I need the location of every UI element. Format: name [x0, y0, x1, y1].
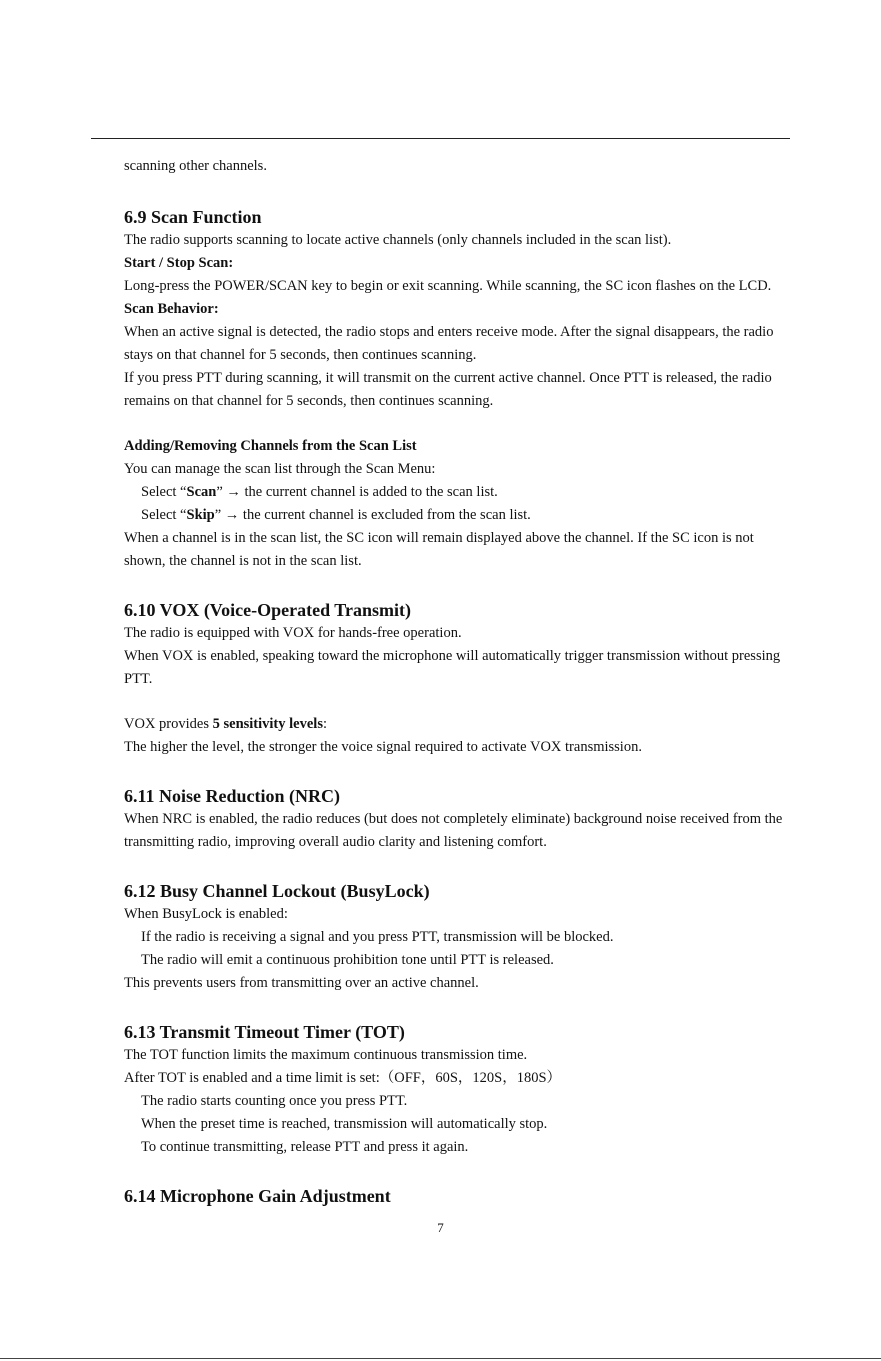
page-content — [124, 155, 788, 1208]
tot-p2: After TOT is enabled and a time limit is set:（OFF，60S，120S，180S） — [124, 1070, 562, 1086]
busylock-p2: This prevents users from transmitting over an active channel. — [124, 975, 479, 991]
vox-p1: The radio is equipped with VOX for hands-free operation. — [124, 625, 462, 641]
heading-6-11: 6.11 Noise Reduction (NRC) — [124, 786, 340, 806]
busylock-b2: The radio will emit a continuous prohibition tone until PTT is released. — [141, 952, 554, 968]
intro-text: scanning other channels. — [124, 158, 267, 174]
heading-6-9: 6.9 Scan Function — [124, 207, 262, 227]
adding-removing-title: Adding/Removing Channels from the Scan List — [124, 438, 417, 454]
scan-behavior-2: If you press PTT during scanning, it will transmit on the current active channel. Once PTT is released, the radio remains on that channel for 5 seconds, then continues scanning. — [124, 370, 772, 409]
tot-p1: The TOT function limits the maximum continuous transmission time. — [124, 1047, 528, 1063]
busylock-p1: When BusyLock is enabled: — [124, 906, 288, 922]
select-skip-rest: ” → the current channel is excluded from the scan list. — [214, 507, 531, 523]
tot-b3: To continue transmitting, release PTT and press it again. — [141, 1139, 469, 1155]
heading-6-10: 6.10 VOX (Voice-Operated Transmit) — [124, 600, 411, 620]
bottom-rule — [0, 1358, 881, 1359]
select-skip-item — [124, 504, 788, 527]
scan-intro: The radio supports scanning to locate active channels (only channels included in the scan list). — [124, 232, 672, 248]
select-prefix: Select “ — [141, 484, 187, 500]
vox-p3 — [124, 713, 788, 736]
page-number: 7 — [437, 1220, 444, 1235]
adding-note: When a channel is in the scan list, the SC icon will remain displayed above the channel. If the SC icon is not shown, the channel is not in the scan list. — [124, 530, 754, 569]
vox-p3-suffix: : — [322, 716, 327, 732]
vox-levels: 5 sensitivity levels — [212, 716, 323, 732]
nrc-p1: When NRC is enabled, the radio reduces (but does not completely eliminate) background noise received from the transmitting radio, improving overall audio clarity and listening comfort. — [124, 811, 783, 850]
vox-p2: When VOX is enabled, speaking toward the microphone will automatically trigger transmission without pressing PTT. — [124, 648, 781, 687]
scan-behavior-title: Scan Behavior: — [124, 301, 219, 317]
adding-intro: You can manage the scan list through the Scan Menu: — [124, 461, 436, 477]
scan-behavior-1: When an active signal is detected, the radio stops and enters receive mode. After the signal disappears, the radio stays on that channel for 5 seconds, then continues scanning. — [124, 324, 774, 363]
header-rule — [91, 138, 790, 139]
start-stop-text: Long-press the POWER/SCAN key to begin or exit scanning. While scanning, the SC icon flashes on the LCD. — [124, 278, 772, 294]
tot-b2: When the preset time is reached, transmission will automatically stop. — [141, 1116, 548, 1132]
heading-6-14: 6.14 Microphone Gain Adjustment — [124, 1186, 391, 1206]
select-scan-item — [124, 481, 788, 504]
vox-p4: The higher the level, the stronger the voice signal required to activate VOX transmission. — [124, 739, 642, 755]
vox-p3-prefix: VOX provides — [124, 716, 213, 732]
tot-b1: The radio starts counting once you press PTT. — [141, 1093, 408, 1109]
skip-keyword: Skip — [186, 507, 215, 523]
select-prefix: Select “ — [141, 507, 187, 523]
scan-keyword: Scan — [186, 484, 217, 500]
busylock-b1: If the radio is receiving a signal and you press PTT, transmission will be blocked. — [141, 929, 614, 945]
heading-6-13: 6.13 Transmit Timeout Timer (TOT) — [124, 1022, 405, 1042]
select-scan-rest: ” → the current channel is added to the scan list. — [216, 484, 498, 500]
start-stop-title: Start / Stop Scan: — [124, 255, 234, 271]
heading-6-12: 6.12 Busy Channel Lockout (BusyLock) — [124, 881, 430, 901]
